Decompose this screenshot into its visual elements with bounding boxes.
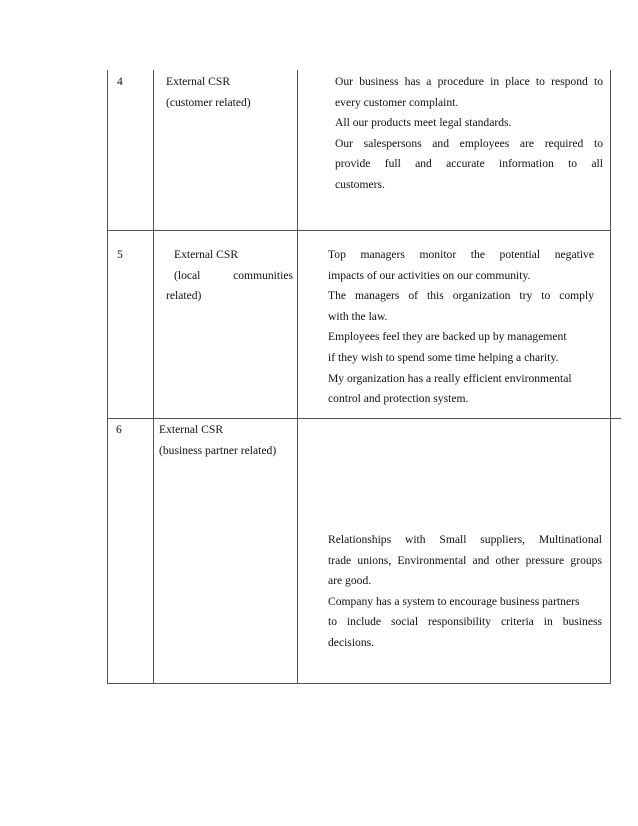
table-border-left — [107, 70, 108, 684]
item-line: to include social responsibility criteria in business — [328, 615, 602, 629]
item-line: trade unions, Environmental and other pressure groups — [328, 553, 602, 567]
item-line: Relationships with Small suppliers, Multinational — [328, 533, 602, 546]
category-cell — [166, 245, 293, 307]
item-line: control and protection system. — [328, 392, 469, 406]
row-number-cell — [117, 72, 123, 93]
items-cell — [328, 245, 594, 410]
category-line: External CSR — [159, 423, 224, 436]
row-number-cell — [116, 420, 122, 441]
table-column-divider-1 — [153, 70, 154, 684]
items-cell — [335, 72, 603, 196]
row-number: 5 — [117, 248, 123, 261]
item-line: Company has a system to encourage business partners — [328, 594, 580, 608]
category-line: (business partner related) — [159, 443, 277, 457]
item-line: Top managers monitor the potential negative — [328, 248, 594, 261]
item-line: My organization has a really efficient environmental — [328, 371, 572, 385]
row-divider-1 — [107, 230, 611, 231]
item-line: Employees feel they are backed up by management — [328, 330, 567, 344]
item-line: Our business has a procedure in place to respond to — [335, 75, 603, 88]
table-column-divider-2 — [297, 70, 298, 684]
item-line: decisions. — [328, 635, 375, 649]
category-cell — [159, 420, 295, 461]
row-divider-2 — [107, 418, 621, 419]
items-cell — [328, 530, 602, 654]
item-line: customers. — [335, 177, 385, 191]
category-line: (local communities — [174, 268, 293, 282]
item-line: if they wish to spend some time helping a charity. — [328, 350, 559, 364]
item-line: are good. — [328, 574, 372, 588]
item-line: with the law. — [328, 309, 388, 323]
category-line: related) — [166, 289, 202, 303]
item-line: every customer complaint. — [335, 95, 459, 109]
item-line: impacts of our activities on our community. — [328, 268, 531, 282]
item-line: The managers of this organization try to comply — [328, 289, 594, 303]
row-number: 6 — [116, 423, 122, 436]
table-border-bottom — [107, 683, 611, 684]
item-line: provide full and accurate information to all — [335, 157, 603, 171]
category-line: (customer related) — [166, 95, 251, 109]
row-number-cell — [117, 245, 123, 266]
category-line: External CSR — [174, 248, 239, 261]
category-line: External CSR — [166, 75, 231, 88]
row-number: 4 — [117, 75, 123, 88]
category-cell — [166, 72, 294, 113]
item-line: Our salespersons and employees are required to — [335, 136, 603, 150]
item-line: All our products meet legal standards. — [335, 116, 512, 130]
table-border-right — [610, 70, 611, 684]
